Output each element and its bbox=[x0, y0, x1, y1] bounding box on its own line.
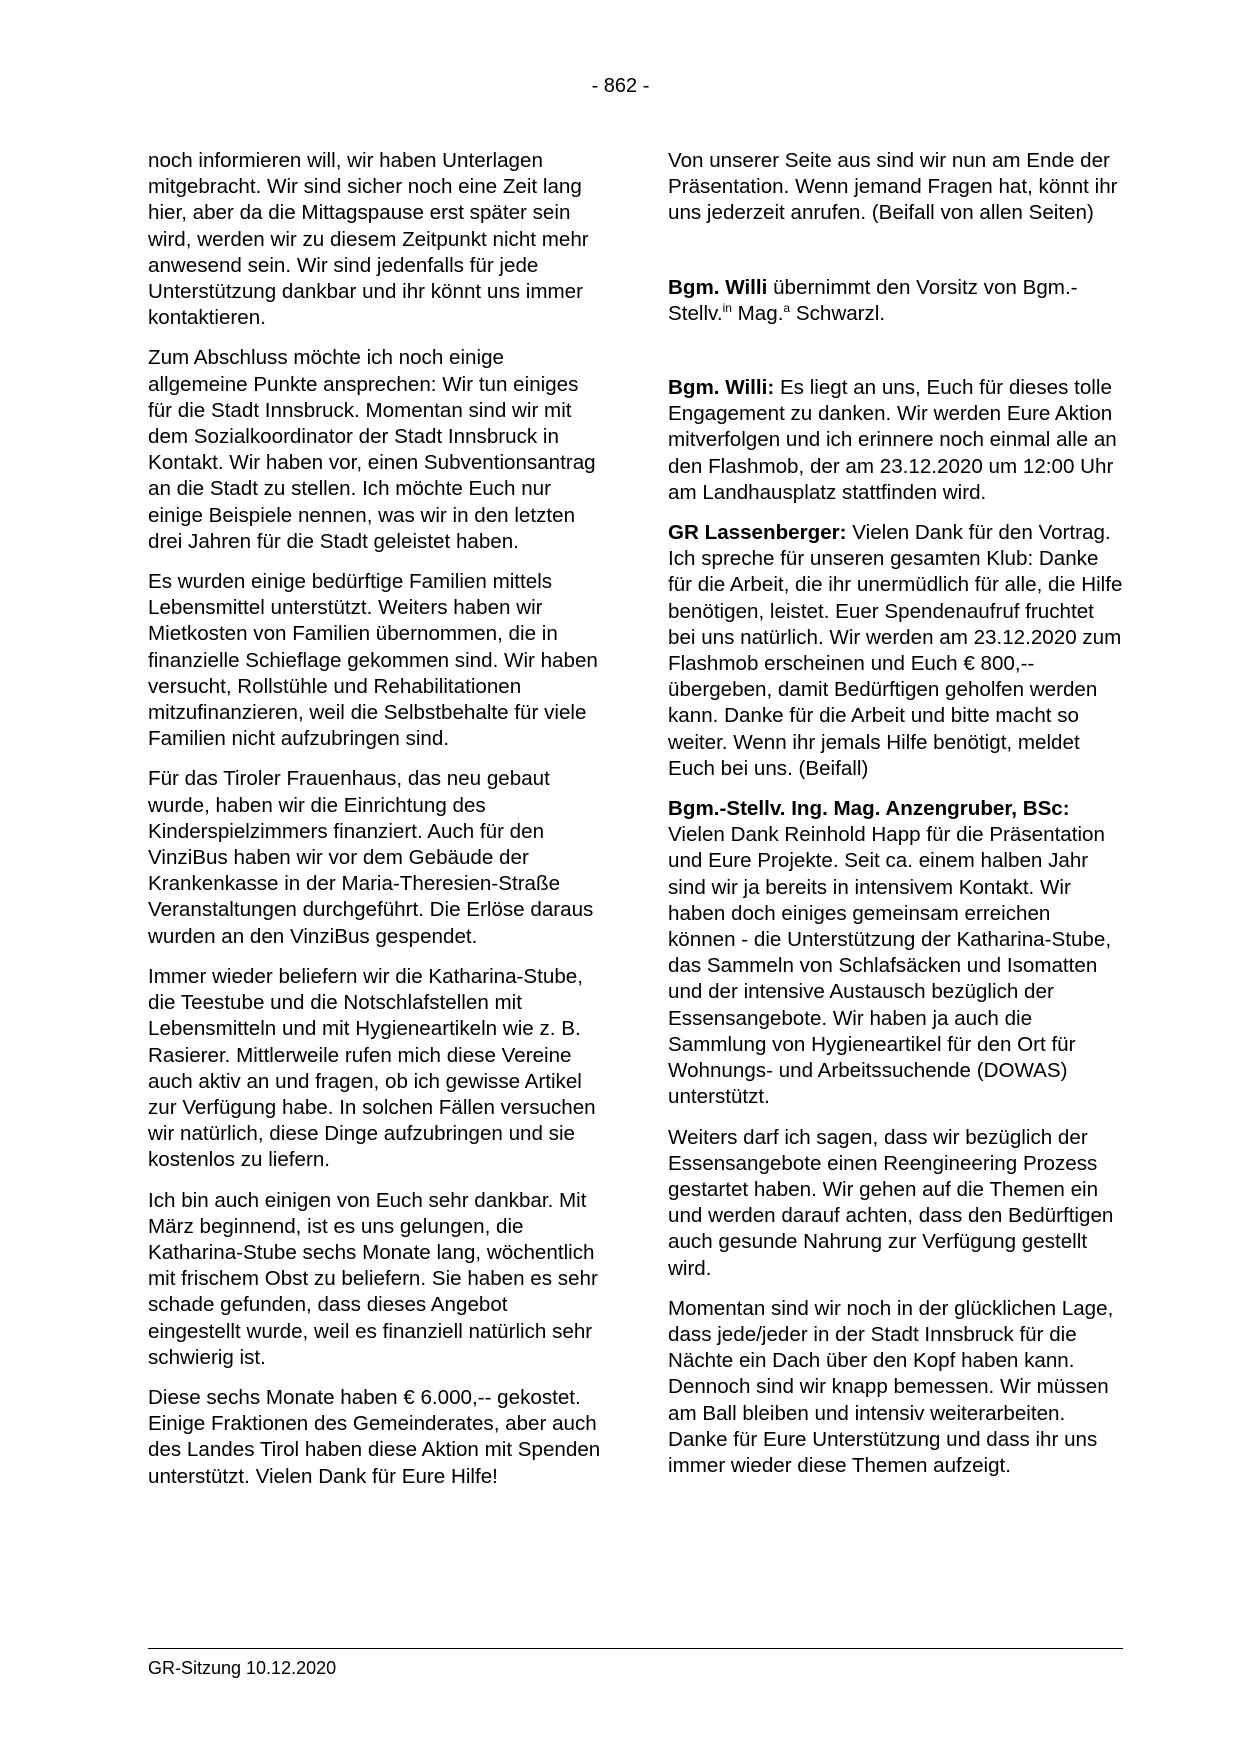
chair-change-note bbox=[668, 275, 1123, 327]
paragraph: Für das Tiroler Frauenhaus, das neu gebaut wurde, haben wir die Einrichtung des Kinderspielzimmers finanziert. Auch für den VinziBus haben wir vor dem Gebäude der Krankenkasse in der Maria-Theresien-Straße Veranstaltungen durchgeführt. Die Erlöse daraus wurden an den VinziBus gespendet. bbox=[148, 767, 594, 948]
footer-session-date: GR-Sitzung 10.12.2020 bbox=[148, 1658, 337, 1678]
paragraph: Momentan sind wir noch in der glücklichen Lage, dass jede/jeder in der Stadt Innsbruck für die Nächte ein Dach über den Kopf haben kann. Dennoch sind wir knapp bemessen. Wir müssen am Ball bleiben und intensiv weiterarbeiten. Danke für Eure Unterstützung und dass ihr uns immer wieder diese Themen aufzeigt. bbox=[668, 1296, 1114, 1477]
paragraph: Weiters darf ich sagen, dass wir bezüglich der Essensangebote einen Reengineering Prozess gestartet haben. Wir gehen auf die Themen ein und werden darauf achten, dass den Bedürftigen auch gesunde Nahrung zur Verfügung gestellt wird. bbox=[668, 1125, 1114, 1280]
paragraph: Es wurden einige bedürftige Familien mittels Lebensmittel unterstützt. Weiters haben wir Mietkosten von Familien übernommen, die in finanzielle Schieflage gekommen sind. Wir haben versucht, Rollstühle und Rehabilitationen mitzufinanzieren, weil die Selbstbehalte für viele Familien nicht aufzubringen sind. bbox=[148, 570, 598, 751]
paragraph: Diese sechs Monate haben € 6.000,-- gekostet. Einige Fraktionen des Gemeinderates, aber auch des Landes Tirol haben diese Aktion mit Spenden unterstützt. Vielen Dank für Eure Hilfe! bbox=[148, 1385, 601, 1488]
paragraph-text: Vielen Dank für den Vortrag. Ich spreche für unseren gesamten Klub: Danke für die Arbeit, die ihr unermüdlich für alle, die Hilfe benötigen, leistet. Euer Spendenaufruf fruchtet bei uns natürlich. Wir werden am 23.12.2020 zum Flashmob erscheinen und Euch € 800,-- übergeben, damit Bedürftigen geholfen werden kann. Danke für die Arbeit und bitte macht so weiter. Wenn ihr jemals Hilfe benötigt, meldet Euch bei uns. (Beifall) bbox=[668, 521, 1123, 780]
paragraph-text: Schwarzl. bbox=[790, 301, 886, 325]
paragraph: Von unserer Seite aus sind wir nun am Ende der Präsentation. Wenn jemand Fragen hat, könnt ihr uns jederzeit anrufen. (Beifall von allen Seiten) bbox=[668, 149, 1118, 225]
speaker-name: Bgm.-Stellv. Ing. Mag. Anzengruber, BSc: bbox=[668, 797, 1070, 821]
footer-divider bbox=[148, 1648, 1123, 1649]
speech bbox=[668, 520, 1123, 782]
speaker-name: Bgm. Willi: bbox=[668, 376, 775, 400]
speaker-name: GR Lassenberger: bbox=[668, 521, 847, 545]
paragraph-text: Es liegt an uns, Euch für dieses tolle Engagement zu danken. Wir werden Eure Aktion mitverfolgen und ich erinnere noch einmal alle an den Flashmob, der am 23.12.2020 um 12:00 Uhr am Landhausplatz stattfinden wird. bbox=[668, 376, 1117, 504]
speech bbox=[668, 375, 1123, 506]
paragraph-text: Mag. bbox=[731, 301, 784, 325]
paragraph-text: Vielen Dank Reinhold Happ für die Präsentation und Eure Projekte. Seit ca. einem halben Jahr sind wir ja bereits in intensivem Kontakt. Wir haben doch einiges gemeinsam erreichen können - die Unterstützung der Katharina-Stube, das Sammeln von Schlafsäcken und Isomatten und der intensive Austausch bezüglich der Essensangebote. Wir haben ja auch die Sammlung von Hygieneartikel für den Ort für Wohnungs- und Arbeitssuchende (DOWAS) unterstützt. bbox=[668, 823, 1112, 1109]
right-column bbox=[668, 148, 1123, 1493]
paragraph: noch informieren will, wir haben Unterlagen mitgebracht. Wir sind sicher noch eine Zeit lang hier, aber da die Mittagspause erst später sein wird, werden wir zu diesem Zeitpunkt nicht mehr anwesend sein. Wir sind jedenfalls für jede Unterstützung dankbar und ihr könnt uns immer kontaktieren. bbox=[148, 149, 589, 330]
paragraph: Ich bin auch einigen von Euch sehr dankbar. Mit März beginnend, ist es uns gelungen, die Katharina-Stube sechs Monate lang, wöchentlich mit frischem Obst zu beliefern. Sie haben es sehr schade gefunden, dass dieses Angebot eingestellt wurde, weil es finanziell natürlich sehr schwierig ist. bbox=[148, 1188, 598, 1369]
paragraph-text: übernimmt den Vorsitz von Bgm.-Stellv. bbox=[668, 275, 1078, 325]
superscript: in bbox=[722, 300, 732, 315]
speech bbox=[668, 796, 1123, 1110]
page-number: - 862 - bbox=[591, 75, 650, 97]
speaker-name: Bgm. Willi bbox=[668, 275, 768, 299]
left-column bbox=[148, 148, 603, 1504]
paragraph: Immer wieder beliefern wir die Katharina-Stube, die Teestube und die Notschlafstellen mit Lebensmitteln und mit Hygieneartikeln wie z. B. Rasierer. Mittlerweile rufen mich diese Vereine auch aktiv an und fragen, ob ich gewisse Artikel zur Verfügung habe. In solchen Fällen versuchen wir natürlich, diese Dinge aufzubringen und sie kostenlos zu liefern. bbox=[148, 964, 596, 1172]
superscript: a bbox=[783, 300, 791, 315]
paragraph: Zum Abschluss möchte ich noch einige allgemeine Punkte ansprechen: Wir tun einiges für die Stadt Innsbruck. Momentan sind wir mit dem Sozialkoordinator der Stadt Innsbruck in Kontakt. Wir haben vor, einen Subventionsantrag an die Stadt zu stellen. Ich möchte Euch nur einige Beispiele nennen, was wir in den letzten drei Jahren für die Stadt geleistet haben. bbox=[148, 346, 596, 553]
